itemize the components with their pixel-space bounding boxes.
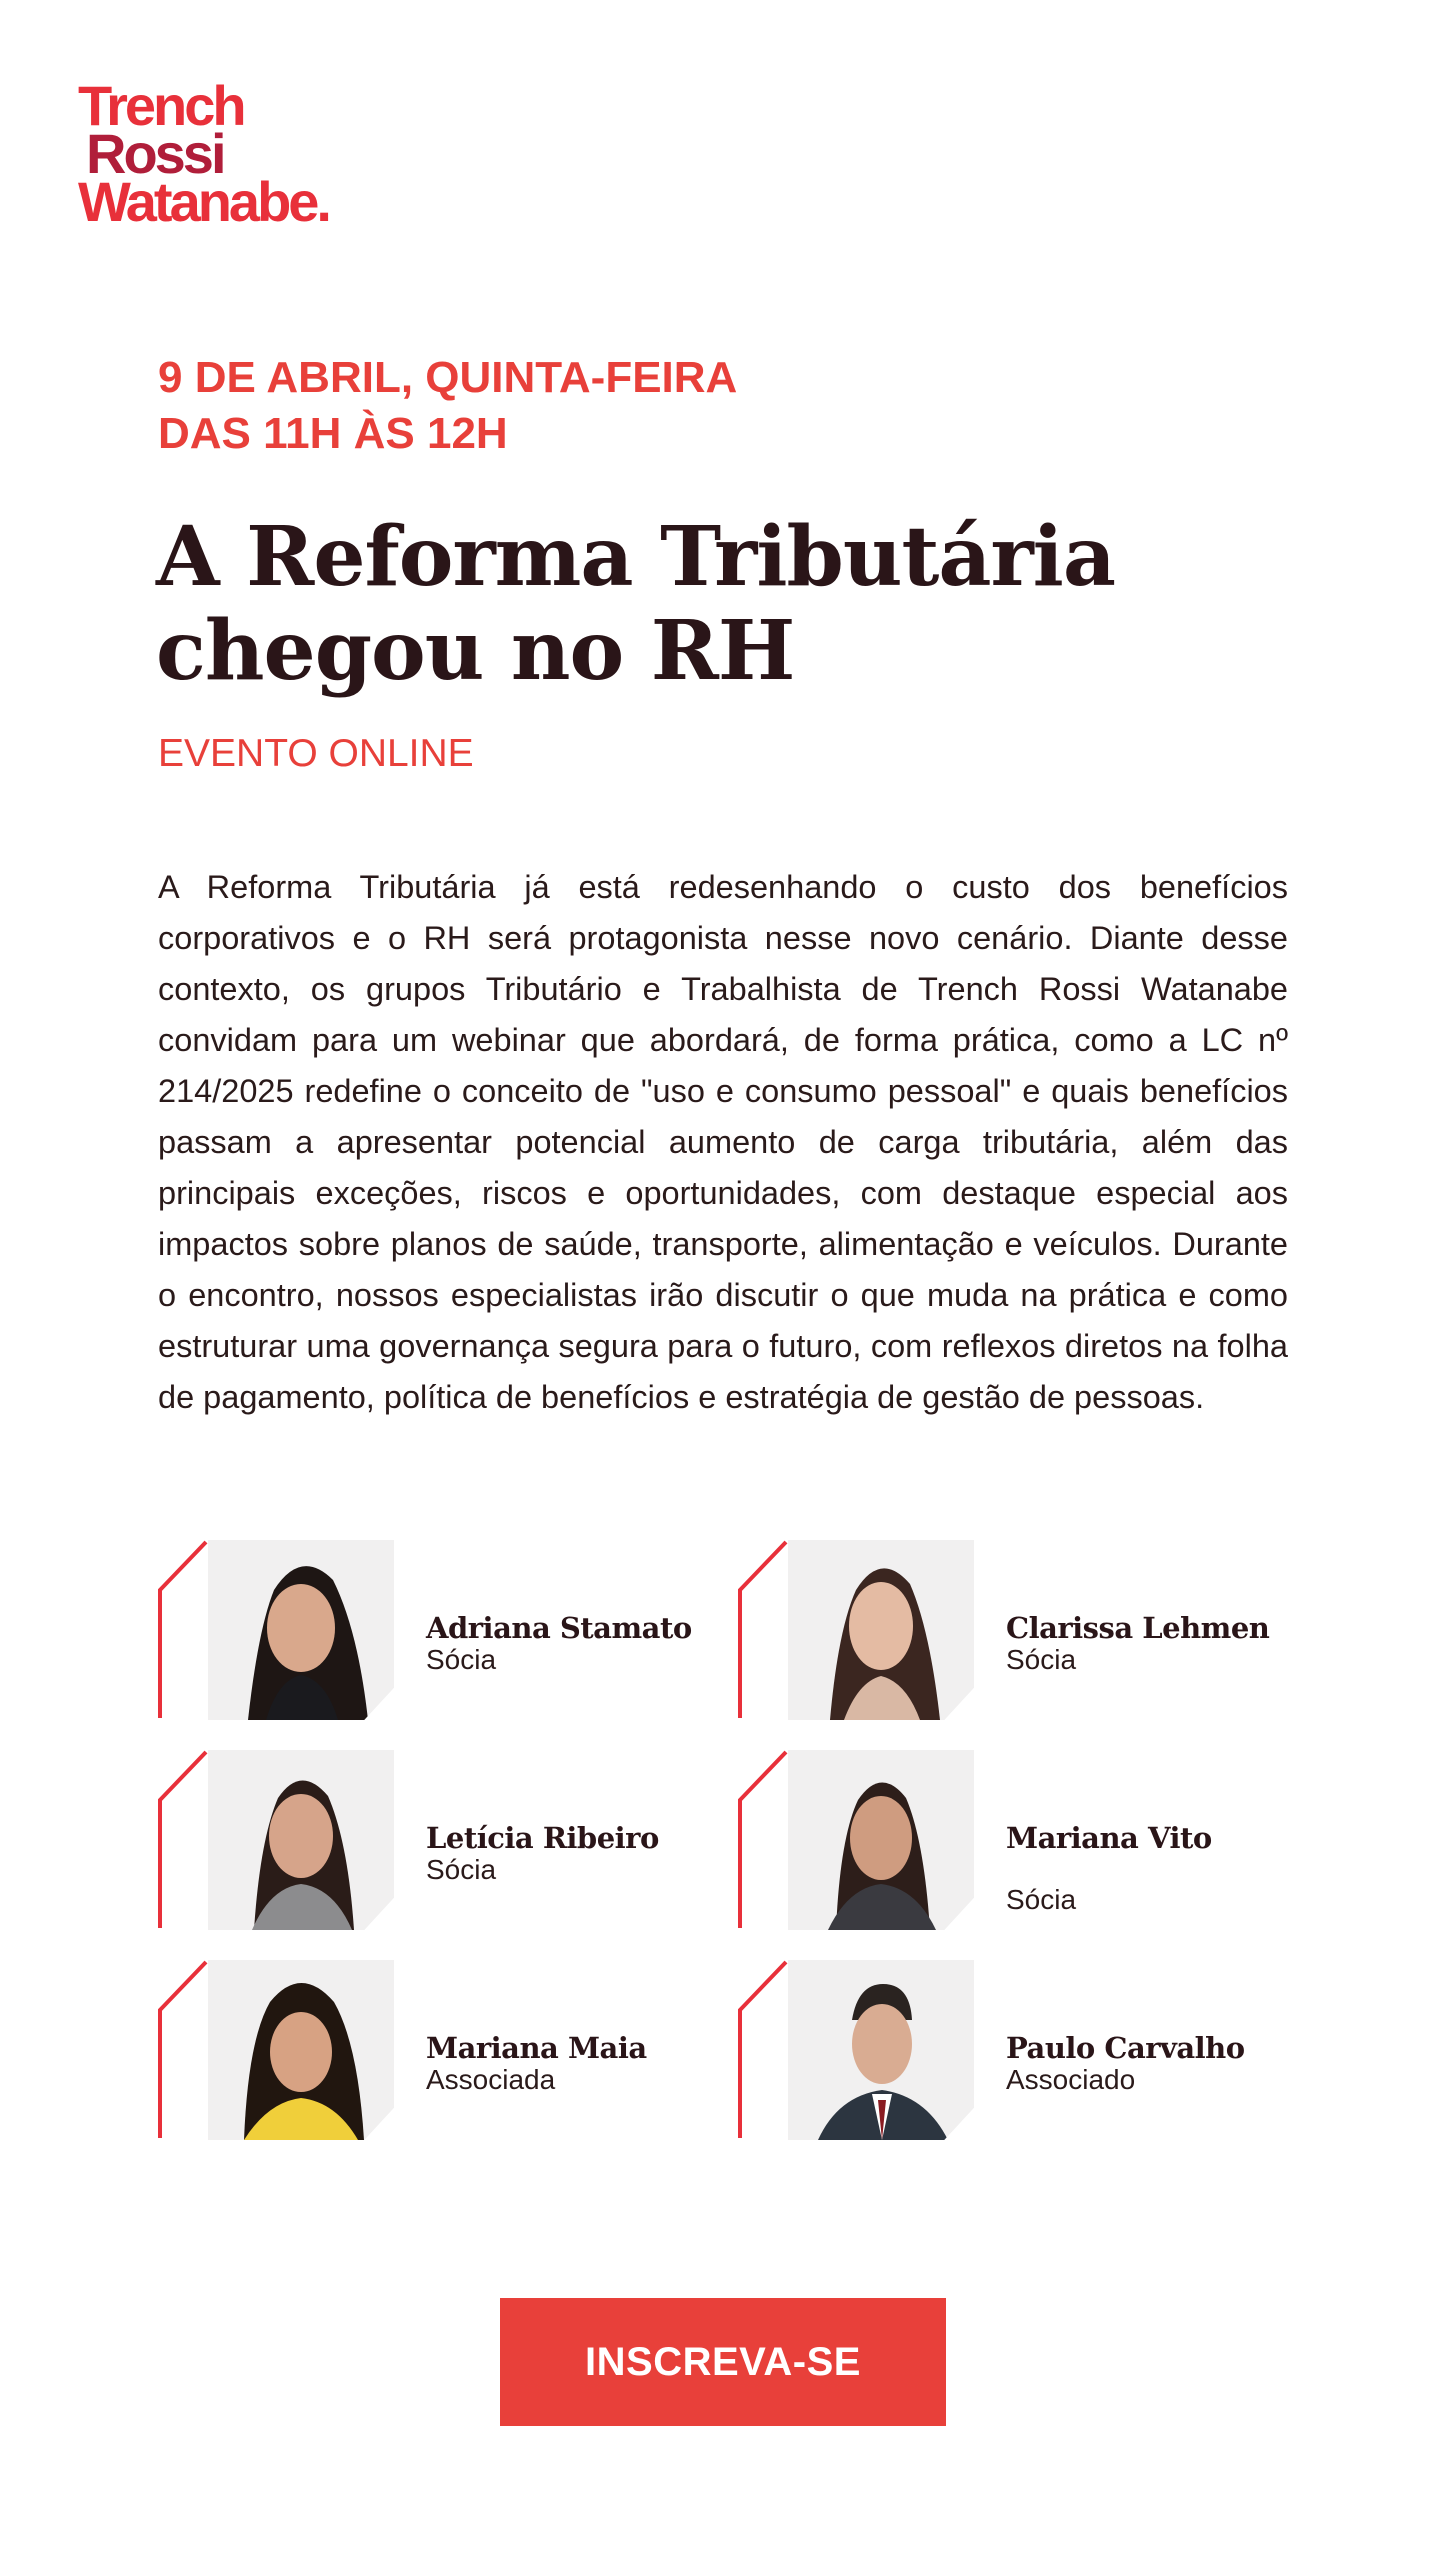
- event-type-label: EVENTO ONLINE: [158, 732, 474, 775]
- speaker-card: [738, 1960, 1318, 2140]
- speaker-card: [738, 1540, 1318, 1720]
- speaker-role: Sócia: [426, 1644, 497, 1675]
- logo-line-3: Watanabe.: [78, 170, 329, 233]
- register-button[interactable]: INSCREVA-SE: [500, 2298, 946, 2426]
- title-line-1: A Reforma Tributária: [156, 509, 1115, 605]
- event-time-line: DAS 11H ÀS 12H: [158, 409, 508, 458]
- speaker-name: Adriana Stamato: [426, 1611, 692, 1645]
- event-date: [158, 350, 1058, 462]
- speaker-photo: [208, 1540, 394, 1720]
- speaker-name: Clarissa Lehmen: [1006, 1611, 1270, 1645]
- speaker-photo: [788, 1960, 974, 2140]
- event-date-line: 9 DE ABRIL, QUINTA-FEIRA: [158, 353, 738, 402]
- speaker-card: [158, 1960, 738, 2140]
- speaker-name: Letícia Ribeiro: [426, 1821, 659, 1855]
- page-title: [156, 510, 1306, 698]
- bracket-decoration: [158, 1960, 208, 2140]
- speaker-card: [738, 1750, 1318, 1930]
- bracket-decoration: [158, 1540, 208, 1720]
- speaker-role: Associada: [426, 2064, 556, 2095]
- title-line-2: chegou no RH: [156, 603, 795, 699]
- bracket-decoration: [738, 1960, 788, 2140]
- speaker-card: [158, 1750, 738, 1930]
- speaker-role: Sócia: [426, 1854, 497, 1885]
- speaker-photo: [208, 1960, 394, 2140]
- speaker-name: Paulo Carvalho: [1006, 2031, 1245, 2065]
- speaker-card: [158, 1540, 738, 1720]
- speaker-role: Sócia: [1006, 1884, 1077, 1915]
- speaker-photo: [788, 1540, 974, 1720]
- speaker-photo: [788, 1750, 974, 1930]
- speaker-name: Mariana Maia: [426, 2031, 647, 2065]
- speaker-role: Sócia: [1006, 1644, 1077, 1675]
- speaker-name: Mariana Vito: [1006, 1821, 1212, 1855]
- bracket-decoration: [158, 1750, 208, 1930]
- logo: [78, 74, 329, 233]
- bracket-decoration: [738, 1540, 788, 1720]
- bracket-decoration: [738, 1750, 788, 1930]
- event-description: A Reforma Tributária já está redesenhando o custo dos benefícios corporativos e o RH será protagonista nesse novo cenário. Diante desse contexto, os grupos Tributário e Trabalhista de Trench Rossi Watanabe convidam para um webinar que abordará, de forma prática, como a LC nº 214/2025 redefine o conceito de "uso e consumo pessoal" e quais benefícios passam a apresentar potencial aumento de carga tributária, além das principais exceções, riscos e oportunidades, com destaque especial aos impactos sobre planos de saúde, transporte, alimentação e veículos. Durante o encontro, nossos especialistas irão discutir o que muda na prática e como estruturar uma governança segura para o futuro, com reflexos diretos na folha de pagamento, política de benefícios e estratégia de gestão de pessoas.: [158, 869, 1288, 1415]
- speaker-photo: [208, 1750, 394, 1930]
- logo-line-2: Rossi: [86, 122, 224, 185]
- logo-line-1: Trench: [78, 74, 244, 137]
- speaker-role: Associado: [1006, 2064, 1136, 2095]
